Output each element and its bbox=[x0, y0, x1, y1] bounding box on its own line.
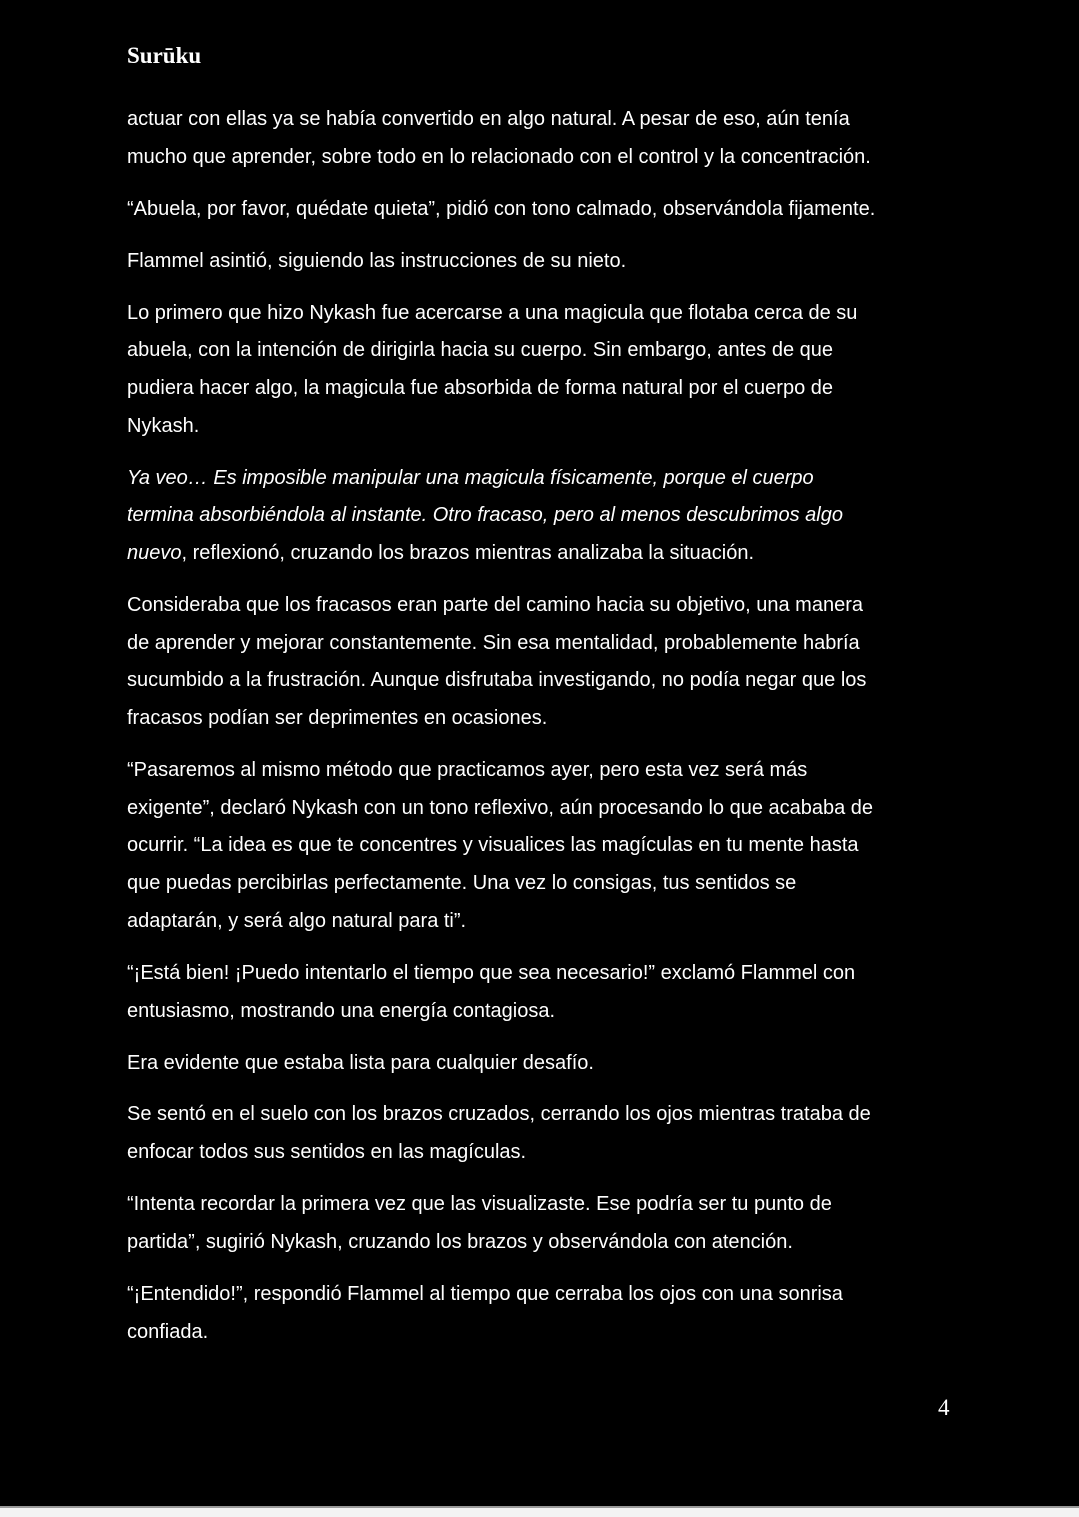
paragraph-line: sucumbido a la frustración. Aunque disfrutaba investigando, no podía negar que los bbox=[127, 669, 867, 692]
paragraph-line: fracasos podían ser deprimentes en ocasiones. bbox=[127, 707, 548, 730]
paragraph-line: “¡Está bien! ¡Puedo intentarlo el tiempo que sea necesario!” exclamó Flammel con bbox=[127, 961, 856, 984]
paragraph bbox=[127, 1186, 957, 1261]
paragraph bbox=[127, 1045, 957, 1083]
running-header: Surūku bbox=[127, 43, 202, 68]
italic-thought-paragraph bbox=[127, 460, 957, 573]
paragraph-line: actuar con ellas ya se había convertido en algo natural. A pesar de eso, aún tenía bbox=[127, 108, 850, 130]
paragraph-line: pudiera hacer algo, la magicula fue absorbida de forma natural por el cuerpo de bbox=[127, 377, 833, 400]
paragraph-line: “Abuela, por favor, quédate quieta”, pidió con tono calmado, observándola fijamente. bbox=[127, 197, 876, 220]
paragraph-line: entusiasmo, mostrando una energía contagiosa. bbox=[127, 999, 556, 1022]
paragraph bbox=[127, 191, 957, 229]
paragraph bbox=[127, 1096, 957, 1171]
italic-text: nuevo bbox=[127, 542, 182, 565]
paragraph-line: Se sentó en el suelo con los brazos cruzados, cerrando los ojos mientras trataba de bbox=[127, 1103, 871, 1126]
paragraph-line: Lo primero que hizo Nykash fue acercarse a una magicula que flotaba cerca de su bbox=[127, 301, 858, 324]
page-body bbox=[127, 101, 957, 1366]
paragraph-line: Ya veo… Es imposible manipular una magicula físicamente, porque el cuerpo bbox=[127, 466, 814, 489]
paragraph-line: exigente”, declaró Nykash con un tono reflexivo, aún procesando lo que acababa de bbox=[127, 796, 874, 819]
paragraph-line: Era evidente que estaba lista para cualquier desafío. bbox=[127, 1051, 594, 1074]
paragraph bbox=[127, 243, 957, 281]
paragraph bbox=[127, 295, 957, 446]
paragraph-line: mucho que aprender, sobre todo en lo relacionado con el control y la concentración. bbox=[127, 145, 871, 168]
paragraph-line: termina absorbiéndola al instante. Otro fracaso, pero al menos descubrimos algo bbox=[127, 504, 843, 527]
paragraph-line: abuela, con la intención de dirigirla hacia su cuerpo. Sin embargo, antes de que bbox=[127, 339, 834, 362]
paragraph-line bbox=[127, 535, 957, 573]
paragraph-line: de aprender y mejorar constantemente. Sin esa mentalidad, probablemente habría bbox=[127, 631, 860, 654]
paragraph-line: enfocar todos sus sentidos en las magículas. bbox=[127, 1141, 527, 1164]
paragraph-line: confiada. bbox=[127, 1320, 209, 1343]
paragraph-line: “¡Entendido!”, respondió Flammel al tiempo que cerraba los ojos con una sonrisa bbox=[127, 1282, 843, 1305]
paragraph-line: “Intenta recordar la primera vez que las visualizaste. Ese podría ser tu punto de bbox=[127, 1193, 832, 1216]
paragraph-line: que puedas percibirlas perfectamente. Una vez lo consigas, tus sentidos se bbox=[127, 872, 797, 895]
paragraph bbox=[127, 101, 957, 176]
paragraph bbox=[127, 1276, 957, 1351]
page-number: 4 bbox=[938, 1395, 950, 1420]
paragraph-line: partida”, sugirió Nykash, cruzando los brazos y observándola con atención. bbox=[127, 1230, 793, 1253]
paragraph bbox=[127, 752, 957, 940]
paragraph bbox=[127, 955, 957, 1030]
paragraph-line: Flammel asintió, siguiendo las instrucciones de su nieto. bbox=[127, 249, 627, 272]
paragraph-line: adaptarán, y será algo natural para ti”. bbox=[127, 909, 467, 932]
paragraph bbox=[127, 587, 957, 738]
regular-text: , reflexionó, cruzando los brazos mientras analizaba la situación. bbox=[181, 542, 755, 565]
paragraph-line: Nykash. bbox=[127, 414, 200, 437]
paragraph-line: Consideraba que los fracasos eran parte del camino hacia su objetivo, una manera bbox=[127, 594, 863, 617]
paragraph-line: “Pasaremos al mismo método que practicamos ayer, pero esta vez será más bbox=[127, 759, 808, 782]
paragraph-line: ocurrir. “La idea es que te concentres y visualices las magículas en tu mente hasta bbox=[127, 834, 859, 857]
